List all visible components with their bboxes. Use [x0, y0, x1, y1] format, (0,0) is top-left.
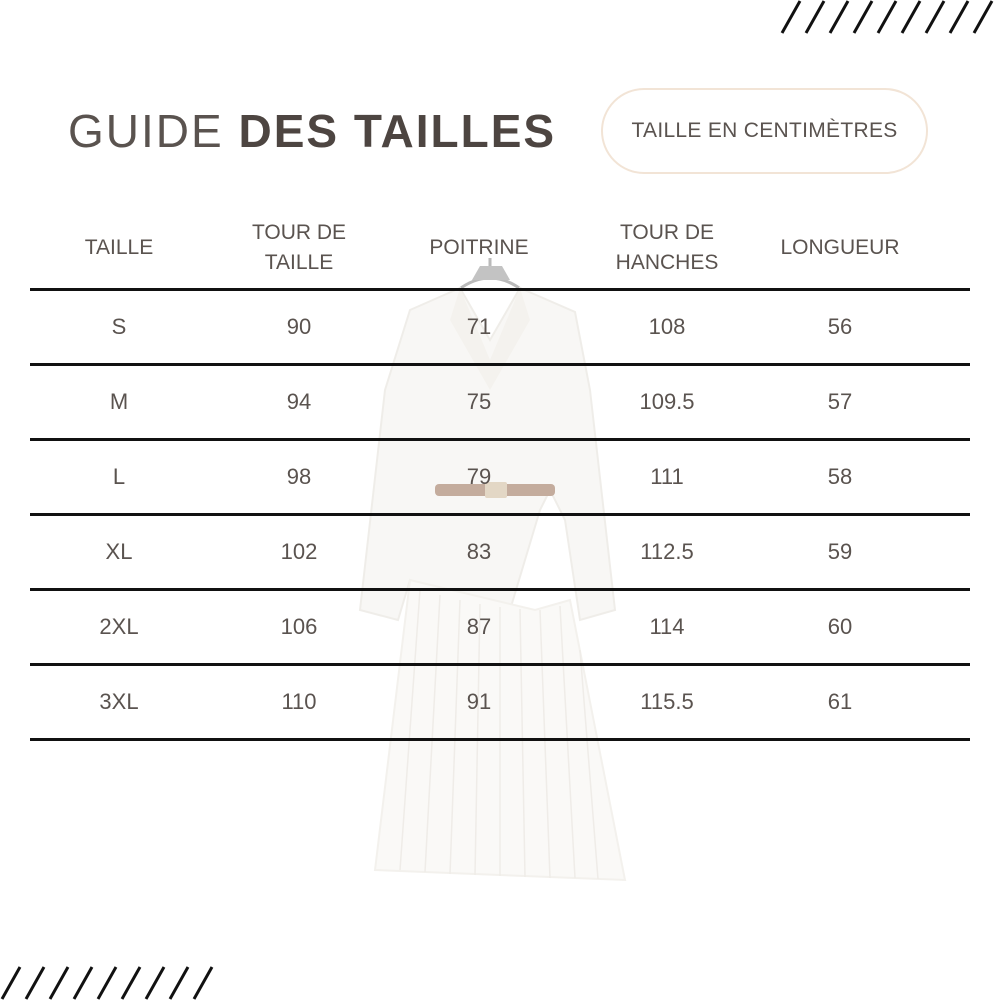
- cell-length: 61: [827, 689, 853, 714]
- cell-waist: 90: [286, 314, 312, 339]
- cell-waist: 106: [280, 614, 318, 639]
- page-title: [68, 104, 556, 158]
- cell-hips: 109.5: [639, 389, 695, 414]
- table-row: [30, 366, 970, 441]
- table-header-row: [30, 208, 970, 291]
- cell-hips: 114: [649, 614, 685, 639]
- cell-size: M: [109, 389, 129, 414]
- cell-chest: 83: [466, 539, 492, 564]
- table-row: [30, 441, 970, 516]
- cell-chest: 87: [466, 614, 492, 639]
- cell-waist: 110: [281, 689, 317, 714]
- decorative-stripes-bottom: [0, 966, 220, 1000]
- decorative-stripes-top: [780, 0, 1000, 34]
- column-header-tour-de-hanches: TOUR DE HANCHES: [615, 221, 719, 274]
- size-table: [30, 208, 970, 741]
- cell-size: S: [111, 314, 127, 339]
- table-row: [30, 666, 970, 741]
- cell-size: XL: [105, 539, 133, 564]
- column-header-taille: TAILLE: [84, 236, 154, 259]
- unit-badge-label: TAILLE EN CENTIMÈTRES: [631, 119, 898, 142]
- cell-chest: 91: [466, 689, 492, 714]
- cell-length: 60: [827, 614, 853, 639]
- cell-size: L: [112, 464, 126, 489]
- table-row: [30, 516, 970, 591]
- table-row: [30, 291, 970, 366]
- cell-waist: 98: [286, 464, 312, 489]
- cell-waist: 94: [286, 389, 312, 414]
- cell-chest: 79: [466, 464, 492, 489]
- cell-length: 56: [827, 314, 853, 339]
- cell-chest: 71: [466, 314, 492, 339]
- column-header-tour-de-taille: TOUR DE TAILLE: [251, 221, 347, 274]
- column-header-poitrine: POITRINE: [429, 236, 529, 259]
- page-title-bold: DES TAILLES: [238, 105, 557, 157]
- table-row: [30, 591, 970, 666]
- cell-size: 2XL: [99, 614, 139, 639]
- cell-hips: 115.5: [640, 689, 694, 714]
- cell-size: 3XL: [99, 689, 139, 714]
- cell-waist: 102: [280, 539, 318, 564]
- cell-hips: 108: [648, 314, 686, 339]
- cell-chest: 75: [466, 389, 492, 414]
- page-title-light: GUIDE: [68, 105, 224, 157]
- cell-length: 59: [827, 539, 853, 564]
- unit-badge: [601, 88, 928, 174]
- column-header-longueur: LONGUEUR: [780, 236, 900, 259]
- cell-hips: 112.5: [640, 539, 694, 564]
- cell-length: 58: [827, 464, 853, 489]
- cell-hips: 111: [650, 464, 684, 489]
- cell-length: 57: [827, 389, 853, 414]
